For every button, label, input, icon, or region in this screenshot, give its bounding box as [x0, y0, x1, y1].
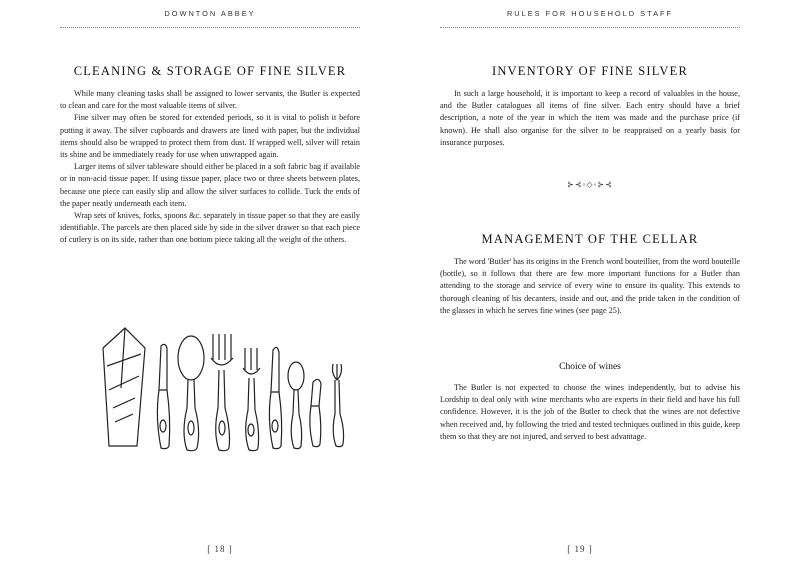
silverware-illustration [95, 318, 355, 458]
paragraph: In such a large household, it is important to keep a record of valuables in the house, and the Butler catalogues all items of fine silver. Each entry should have a brief description, a note of the year in which the item was made and the purchase price (if known). He shall also organise for the silver to be reappraised on a yearly basis for insurance purposes. [440, 89, 740, 147]
heading-inventory: INVENTORY OF FINE SILVER [491, 64, 689, 78]
heading-cleaning-storage: CLEANING & STORAGE OF FINE SILVER [73, 64, 347, 78]
dessert-knife-icon [269, 347, 281, 448]
header-rule-left [60, 27, 360, 28]
cellar-text [440, 256, 740, 317]
spoon-icon [178, 336, 204, 451]
header-rule-right [440, 27, 740, 28]
left-body-text [60, 88, 360, 247]
subheading-choice-of-wines: Choice of wines [559, 362, 621, 372]
paragraph: Larger items of silver tableware should either be placed in a soft fabric bag if available or in non-acid tissue paper. If using tissue paper, place two or three sheets between plates, because one piece can easily slip and allow the silver surfaces to collide. Tuck the ends of the paper neatly underneath each item. [60, 162, 360, 208]
fork-icon [211, 334, 233, 451]
running-head-right: RULES FOR HOUSEHOLD STAFF [506, 9, 674, 18]
page-number-right: [ 19 ] [567, 544, 593, 554]
fork-icon [243, 348, 260, 451]
butter-knife-icon [310, 379, 321, 446]
heading-cellar: MANAGEMENT OF THE CELLAR [481, 232, 699, 246]
section-divider-ornament: ⊱⊰◦◇◦⊱⊰ [567, 180, 613, 189]
wines-text [440, 382, 740, 443]
right-page [400, 0, 800, 574]
page-number-left: [ 18 ] [207, 544, 233, 554]
paragraph: Fine silver may often be stored for extended periods, so it is vital to polish it before putting it away. The silver cupboards and drawers are lined with paper, but the individual items should also be wrapped to protect them from dust. If wrapped well, silver will retain its shine and be immediately ready for use when unwrapped again. [60, 113, 360, 160]
teaspoon-icon [288, 362, 304, 449]
paragraph: The word 'Butler' has its origins in the French word bouteillier, from the word bouteille (bottle), so it follows that there are few more important functions for a Butler than attending to the storage and service of every wine to ensure its quality. This extends to thorough cleaning of his decanters, inside and out, and the pride taken in the condition of the glasses in which he serves fine wines (see page 25). [440, 257, 740, 315]
inventory-text [440, 88, 740, 149]
paragraph: While many cleaning tasks shall be assigned to lower servants, the Butler is expected to clean and care for the most valuable items of silver. [60, 89, 360, 111]
knife-icon [157, 344, 169, 448]
running-head-left: DOWNTON ABBEY [164, 9, 256, 18]
pickle-fork-icon [333, 364, 344, 447]
paragraph: The Butler is not expected to choose the wines independently, but to advise his Lordship to deal only with wine merchants who are experts in their field and have his full confidence. However, it is the job of the Butler to check that the wines are not defective when received and, by following the tried and tested techniques outlined in this guide, keep them so that they are not injured, and served to best advantage. [440, 383, 740, 441]
paragraph: Wrap sets of knives, forks, spoons &c. separately in tissue paper so that they are easily identifiable. The parcels are then placed side by side in the silver drawer so that each piece of cutlery is on its side, rather than one bottom piece taking all the weight of the others. [60, 211, 360, 245]
folded-napkin-icon [103, 328, 145, 446]
